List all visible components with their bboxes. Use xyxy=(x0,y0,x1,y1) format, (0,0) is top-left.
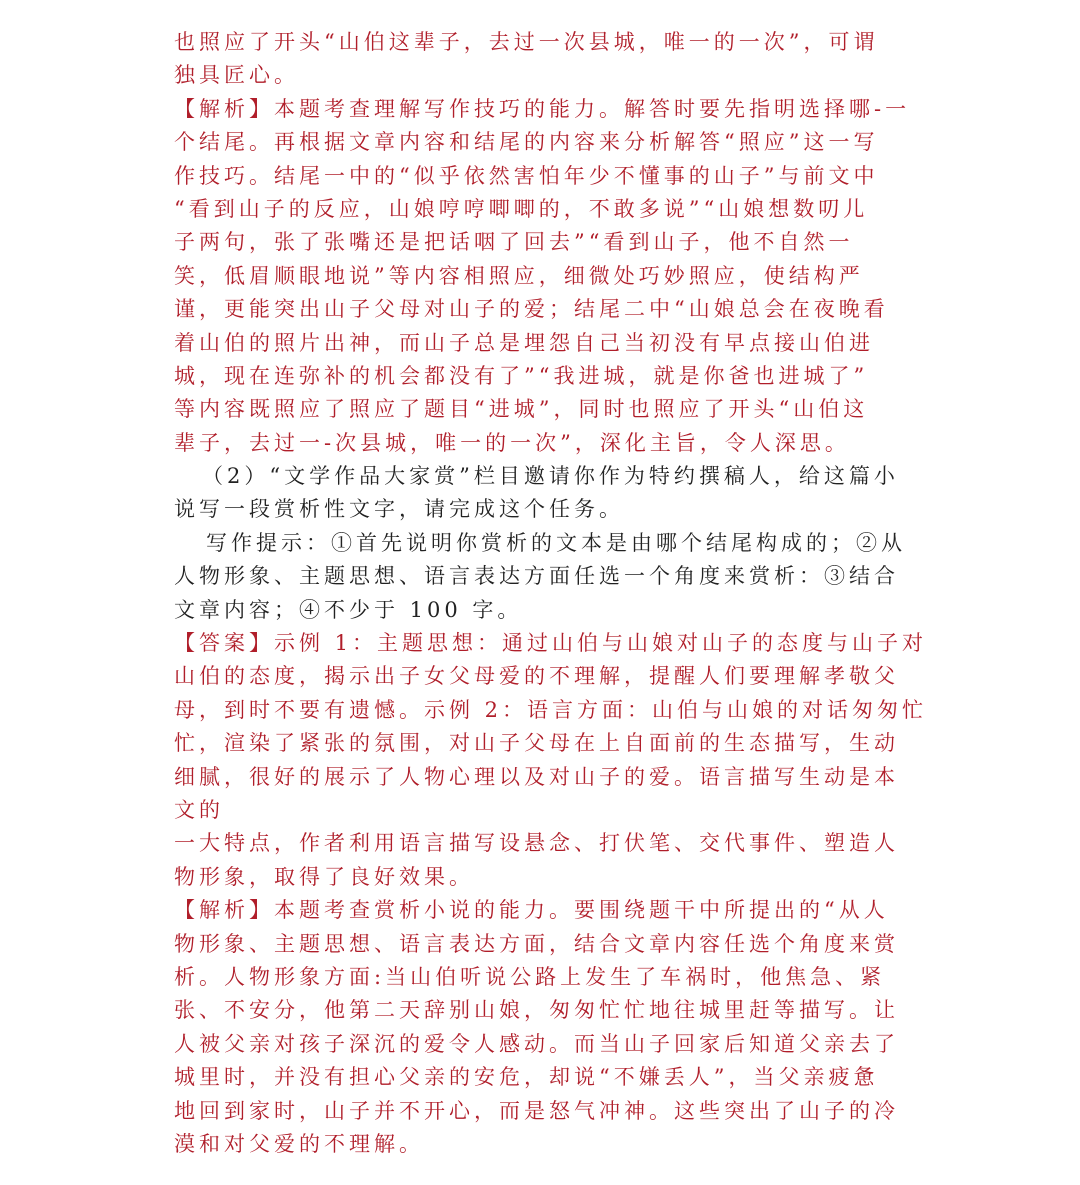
text-line: 析。人物形象方面:当山伯听说公路上发生了车祸时，他焦急、紧 xyxy=(174,964,886,989)
text-line: 细腻，很好的展示了人物心理以及对山子的爱。语言描写生动是本 xyxy=(174,764,899,789)
question-line: （2）“文学作品大家赏”栏目邀请你作为特约撰稿人，给这篇小 xyxy=(202,464,899,489)
text-line: 忙，渲染了紧张的氛围，对山子父母在上自面前的生态描写，生动 xyxy=(174,731,899,756)
text-line: 一大特点，作者利用语言描写设悬念、打伏笔、交代事件、塑造人 xyxy=(174,831,899,856)
text-line: 母，到时不要有遗憾。示例 2：语言方面：山伯与山娘的对话匆匆忙 xyxy=(174,697,928,722)
text-line: 城，现在连弥补的机会都没有了”“我进城，就是你爸也进城了” xyxy=(174,363,869,388)
text-line: 也照应了开头“山伯这辈子，去过一次县城，唯一的一次”，可谓 xyxy=(174,30,879,54)
text-line: “看到山子的反应，山娘哼哼唧唧的，不敢多说”“山娘想数叨儿 xyxy=(174,196,869,221)
text-line: 辈子，去过一-次县城，唯一的一次”，深化主旨，令人深思。 xyxy=(174,430,850,455)
text-line: 谨，更能突出山子父母对山子的爱；结尾二中“山娘总会在夜晚看 xyxy=(174,297,889,322)
text-line: 漠和对父爱的不理解。 xyxy=(174,1131,424,1156)
analysis-line: 【解析】本题考查理解写作技巧的能力。解答时要先指明选择哪-一 xyxy=(174,96,911,121)
document-page xyxy=(174,26,928,1161)
text-line: 人被父亲对孩子深沉的爱令人感动。而当山子回家后知道父亲去了 xyxy=(174,1031,899,1056)
writing-tip-line: 文章内容；④不少于 100 字。 xyxy=(174,597,523,622)
text-line: 城里时，并没有担心父亲的安危，却说“不嫌丢人”，当父亲疲惫 xyxy=(174,1065,879,1090)
analysis-line: 【解析】本题考查赏析小说的能力。要围绕题干中所提出的“从人 xyxy=(174,898,889,923)
text-line: 作技巧。结尾一中的“似乎依然害怕年少不懂事的山子”与前文中 xyxy=(174,163,879,188)
answer-line: 【答案】示例 1：主题思想：通过山伯与山娘对山子的态度与山子对 xyxy=(174,631,928,656)
text-line: 物形象、主题思想、语言表达方面，结合文章内容任选个角度来赏 xyxy=(174,931,899,956)
text-line: 地回到家时，山子并不开心，而是怒气冲神。这些突出了山子的冷 xyxy=(174,1098,899,1123)
text-line: 个结尾。再根据文章内容和结尾的内容来分析解答“照应”这一写 xyxy=(174,130,879,155)
writing-tip-line: 人物形象、主题思想、语言表达方面任选一个角度来赏析：③结合 xyxy=(174,564,899,589)
text-line: 独具匠心。 xyxy=(174,63,299,88)
text-line: 等内容既照应了照应了题目“进城”，同时也照应了开头“山伯这 xyxy=(174,397,869,422)
question-line: 说写一段赏析性文字，请完成这个任务。 xyxy=(174,497,624,522)
text-line: 笑，低眉顺眼地说”等内容相照应，细微处巧妙照应，使结构严 xyxy=(174,263,864,288)
text-line: 山伯的态度，揭示出子女父母爱的不理解，提醒人们要理解孝敬父 xyxy=(174,664,899,689)
text-line: 着山伯的照片出神，而山子总是埋怨自己当初没有早点接山伯进 xyxy=(174,330,874,355)
text-line: 物形象，取得了良好效果。 xyxy=(174,864,474,889)
writing-tip-line: 写作提示：①首先说明你赏析的文本是由哪个结尾构成的；②从 xyxy=(206,530,906,555)
text-line: 子两句，张了张嘴还是把话咽了回去”“看到山子，他不自然一 xyxy=(174,230,854,255)
text-line: 张、不安分，他第二天辞别山娘，匆匆忙忙地往城里赶等描写。让 xyxy=(174,998,899,1023)
text-line: 文的 xyxy=(174,797,224,822)
